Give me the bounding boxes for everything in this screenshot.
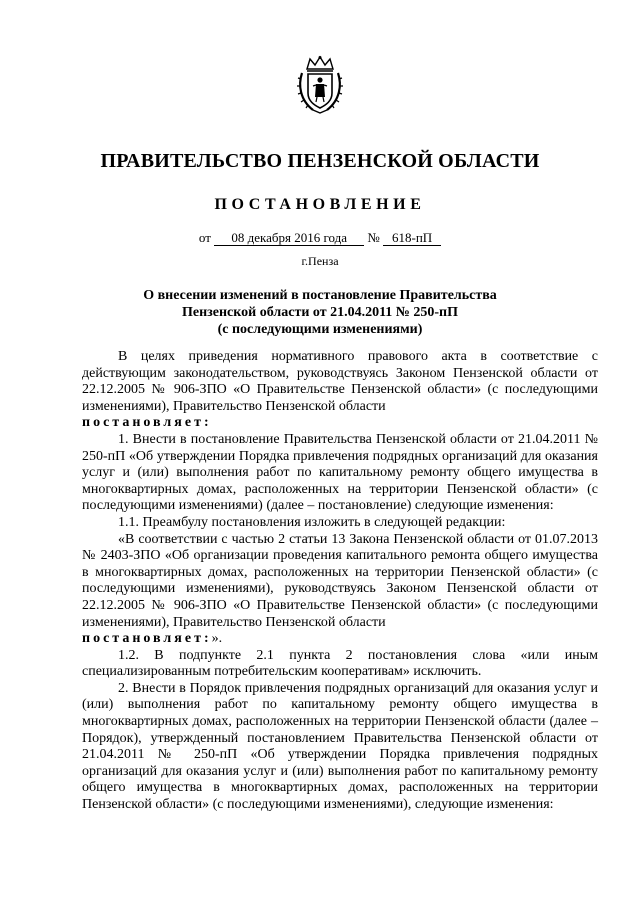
subject-line: Пензенской области от 21.04.2011 № 250-пП	[181, 305, 458, 320]
date-number-line	[0, 230, 640, 246]
paragraph: 1.1. Преамбулу постановления изложить в следующей редакции:	[118, 514, 506, 530]
paragraph: 1.2. В подпункте 2.1 пункта 2 постановления слова «или иным специализированным потребительским кооперативам» исключить.	[82, 647, 598, 680]
paragraph: 1. Внести в постановление Правительства Пензенской области от 21.04.2011 № 250-пП «Об утверждении Порядка привлечения подрядных организаций для оказания услуг и (или) выполнения работ по капитальному ремонту общего имущества в многоквартирных домах, расположенных на территории Пензенской области» (с последующими изменениями) (далее – постановление) следующие изменения:	[82, 431, 598, 514]
decree-number: 618-пП	[383, 231, 441, 246]
subject-line: (с последующими изменениями)	[217, 322, 423, 337]
decree-date: 08 декабря 2016 года	[214, 231, 364, 246]
document-body	[82, 349, 598, 814]
paragraph: В целях приведения нормативного правового акта в соответствие с действующим законодательством, руководствуясь Законом Пензенской области от 22.12.2005 № 906-ЗПО «О Правительстве Пензенской области» (с последующими изменениями), Правительство Пензенской области	[82, 349, 598, 414]
resolves-text: постановляет:	[82, 415, 212, 431]
coat-of-arms-emblem	[297, 55, 343, 115]
document-subject	[120, 287, 520, 338]
document-type: ПОСТАНОВЛЕНИЕ	[214, 196, 426, 213]
resolves-word	[82, 631, 598, 648]
city: г.Пенза	[301, 254, 339, 268]
paragraph: «В соответствии с частью 2 статьи 13 Закона Пензенской области от 01.07.2013 № 2403-ЗПО «Об организации проведения капитального ремонта общего имущества в многоквартирных домах, расположенных на территории Пензенской области» (с последующими изменениями), руководствуясь Законом Пензенской области от 22.12.2005 № 906-ЗПО «О Правительстве Пензенской области» (с последующими изменениями), Правительство Пензенской области	[82, 531, 598, 630]
government-title: ПРАВИТЕЛЬСТВО ПЕНЗЕНСКОЙ ОБЛАСТИ	[100, 150, 540, 172]
paragraph: 2. Внести в Порядок привлечения подрядных организаций для оказания услуг и (или) выполнения работ по капитальному ремонту общего имущества в многоквартирных домах, расположенных на территории Пензенской области (далее – Порядок), утвержденный постановлением Правительства Пензенской области от 21.04.2011 № 250-пП «Об утверждении Порядка привлечения подрядных организаций для оказания услуг и (или) выполнения работ по капитальному ремонту общего имущества в многоквартирных домах, расположенных на территории Пензенской области» (с последующими изменениями), следующие изменения:	[82, 680, 598, 813]
subject-line: О внесении изменений в постановление Правительства	[143, 288, 497, 303]
resolves-text: постановляет:	[82, 631, 212, 647]
resolves-word	[82, 415, 598, 432]
number-label: №	[367, 230, 380, 245]
from-label: от	[198, 230, 211, 245]
quote-end: ».	[211, 631, 223, 647]
